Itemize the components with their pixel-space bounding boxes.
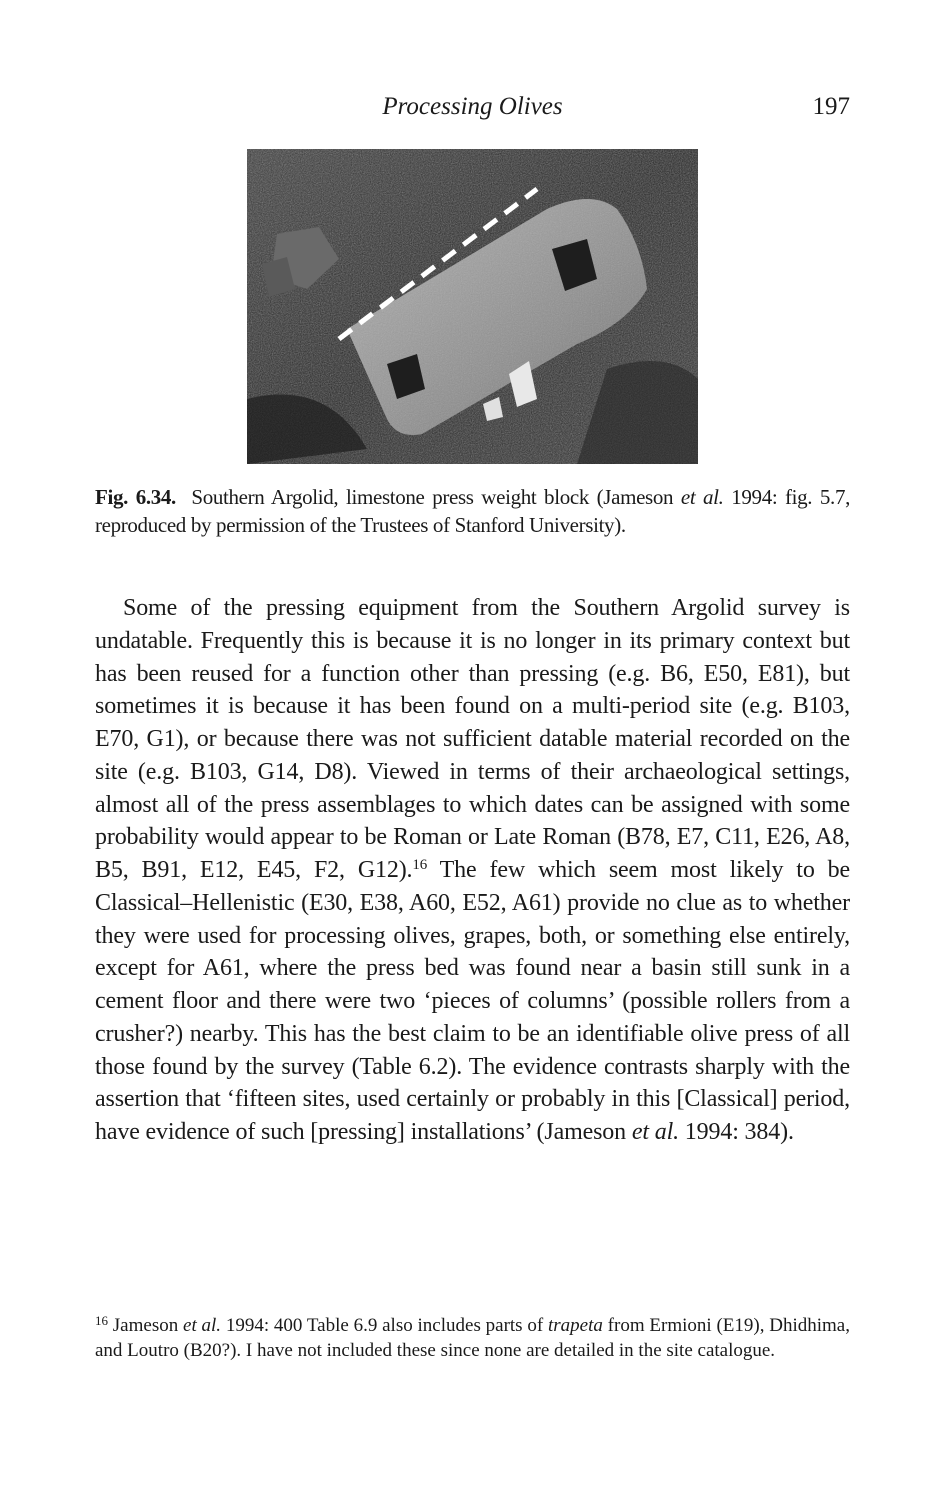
footnote-italic-b: trapeta xyxy=(547,1315,603,1336)
page-number: 197 xyxy=(812,93,850,120)
footnote-text-b: 1994: 400 Table 6.9 also includes parts of xyxy=(221,1315,548,1336)
body-part-3: 1994: 384). xyxy=(678,1119,794,1145)
figure-photo xyxy=(247,149,698,464)
footnote-italic-a: et al. xyxy=(183,1315,222,1336)
body-paragraph xyxy=(95,592,850,1149)
running-title: Processing Olives xyxy=(382,93,563,120)
figure-caption xyxy=(95,483,850,539)
footnote-text-a: Jameson xyxy=(108,1315,184,1336)
caption-italic: et al. xyxy=(680,485,724,509)
caption-text-b: 1994: fig. 5.7, reproduced by permission of the Trustees of Stanford University). xyxy=(95,485,851,537)
body-part-2: The few which seem most likely to be Classical–Hellenistic (E30, E38, A60, E52, A61) provide no clue as to whether they were used for processing olives, grapes, both, or something else entirely, except for A61, where the press bed was found near a basin still sunk in a cement floor and there were two ‘pieces of columns’ (possible rollers from a crusher?) nearby. This has the best claim to be an identifiable olive press of all those found by the survey (Table 6.2). The evidence contrasts sharply with the assertion that ‘fifteen sites, used certainly or probably in this [Classical] period, have evidence of such [pressing] installations’ (Jameson xyxy=(95,857,850,1145)
caption-text-a: Southern Argolid, limestone press weight block (Jameson xyxy=(191,485,681,509)
running-head xyxy=(95,90,850,124)
body-italic: et al. xyxy=(631,1119,679,1145)
footnote-text-c: from Ermioni (E19), Dhidhima, and Loutro (B20?). I have not included these since none are detailed in the site catalogue. xyxy=(95,1315,850,1361)
footnote xyxy=(95,1313,850,1363)
footnote-reference[interactable]: 16 xyxy=(412,857,428,873)
figure-label: Fig. 6.34. xyxy=(95,485,176,509)
body-part-1: Some of the pressing equipment from the Southern Argolid survey is undatable. Frequently this is because it is no longer in its primary context but has been reused for a function other than pressing (e.g. B6, E50, E81), but sometimes it is because it has been found on a multi-period site (e.g. B103, E70, G1), or because there was not sufficient datable material recorded on the site (e.g. B103, G14, D8). Viewed in terms of their archaeological settings, almost all of the press assemblages to which dates can be assigned with some probability would appear to be Roman or Late Roman (B78, E7, C11, E26, A8, B5, B91, E12, E45, F2, G12). xyxy=(95,595,850,883)
press-weight-photo xyxy=(247,149,698,464)
footnote-number: 16 xyxy=(95,1313,108,1328)
